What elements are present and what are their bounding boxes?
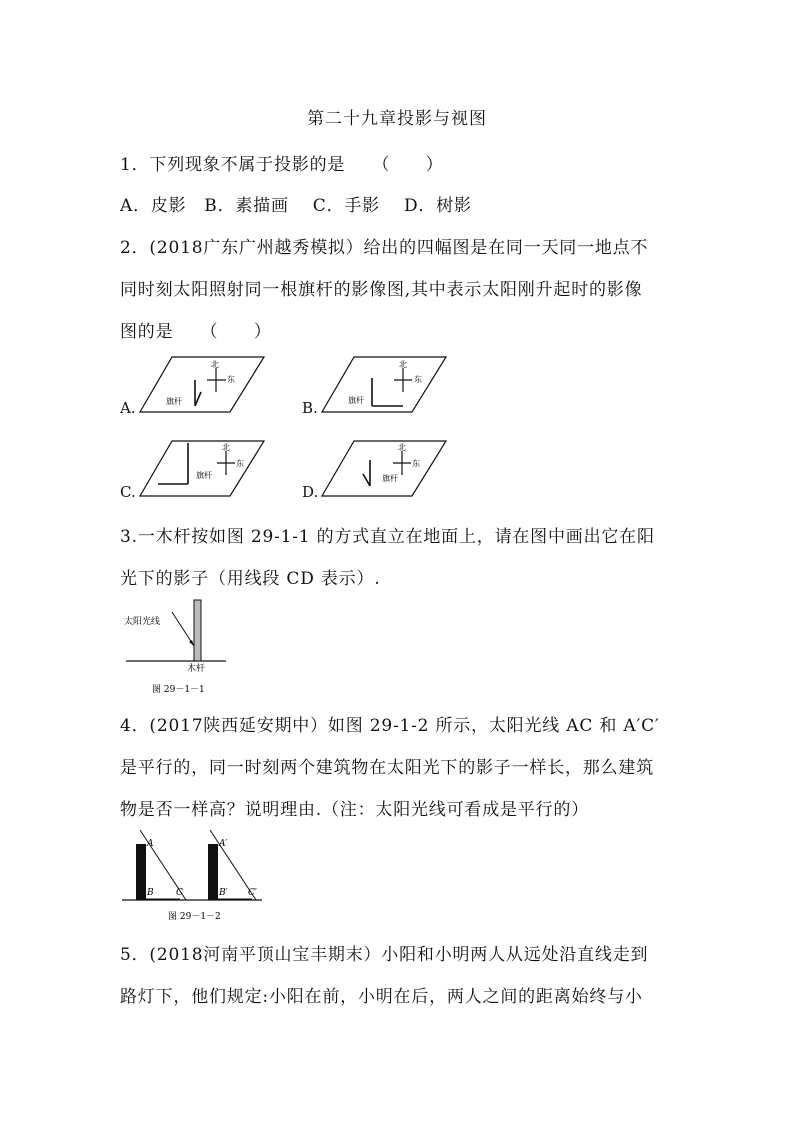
q2-figure-a <box>138 354 266 416</box>
point-a-prime-label: A′ <box>219 839 228 849</box>
q4-line-1: 4．(2017陕西延安期中）如图 29-1-2 所示，太阳光线 AC 和 A′C′ <box>120 716 660 736</box>
q2-option-d-label: D. <box>302 483 319 501</box>
point-a-label: A <box>147 839 154 849</box>
q2-line-1: 2．(2018广东广州越秀模拟）给出的四幅图是在同一天同一地点不 <box>120 238 649 258</box>
q5-line-1: 5．(2018河南平顶山宝丰期末）小阳和小明两人从远处沿直线走到 <box>120 945 649 965</box>
q2-option-c-label: C. <box>120 483 136 501</box>
pole-label: 旗杆 <box>348 396 364 405</box>
pole-label: 旗杆 <box>166 397 182 406</box>
q2-option-b-label: B. <box>302 399 318 417</box>
north-label: 北 <box>211 360 219 369</box>
north-label: 北 <box>222 443 230 452</box>
east-label: 东 <box>412 459 420 468</box>
q3-figure <box>122 596 232 698</box>
pole-label: 旗杆 <box>382 474 398 483</box>
north-label: 北 <box>398 443 406 452</box>
q3-line-1: 3.一木杆按如图 29-1-1 的方式直立在地面上，请在图中画出它在阳 <box>120 527 655 547</box>
pole-label: 木杆 <box>187 664 206 674</box>
q2-line-2: 同时刻太阳照射同一根旗杆的影像图,其中表示太阳刚升起时的影像 <box>120 280 643 300</box>
q4-line-3: 物是否一样高？说明理由.（注：太阳光线可看成是平行的） <box>120 800 590 820</box>
point-c-prime-label: C′ <box>248 888 257 898</box>
east-label: 东 <box>227 375 235 384</box>
east-label: 东 <box>236 459 244 468</box>
q1-options: A．皮影 B．素描画 C．手影 D．树影 <box>120 196 472 216</box>
q4-figure <box>120 826 265 926</box>
q1-stem: 1．下列现象不属于投影的是 （ ） <box>120 155 444 175</box>
q2-figure-c <box>138 438 266 500</box>
q4-line-2: 是平行的，同一时刻两个建筑物在太阳光下的影子一样长，那么建筑 <box>120 758 654 778</box>
point-c-label: C <box>176 888 183 898</box>
q5-line-2: 路灯下，他们规定:小阳在前，小明在后，两人之间的距离始终与小 <box>120 987 643 1007</box>
q3-line-2: 光下的影子（用线段 CD 表示）. <box>120 569 381 589</box>
east-label: 东 <box>414 375 422 384</box>
q2-option-a-label: A. <box>120 399 136 417</box>
q2-figure-b <box>320 354 448 416</box>
q2-line-3: 图的是 （ ） <box>120 322 272 342</box>
figure-caption: 图 29－1－1 <box>152 685 205 695</box>
pole-label: 旗杆 <box>196 471 212 480</box>
q2-figure-d <box>320 438 448 500</box>
point-b-prime-label: B′ <box>219 888 228 898</box>
north-label: 北 <box>399 360 407 369</box>
figure-caption: 图 29－1－2 <box>168 912 221 922</box>
chapter-title: 第二十九章投影与视图 <box>307 109 487 129</box>
point-b-label: B <box>147 888 154 898</box>
sunlight-label: 太阳光线 <box>124 617 161 627</box>
